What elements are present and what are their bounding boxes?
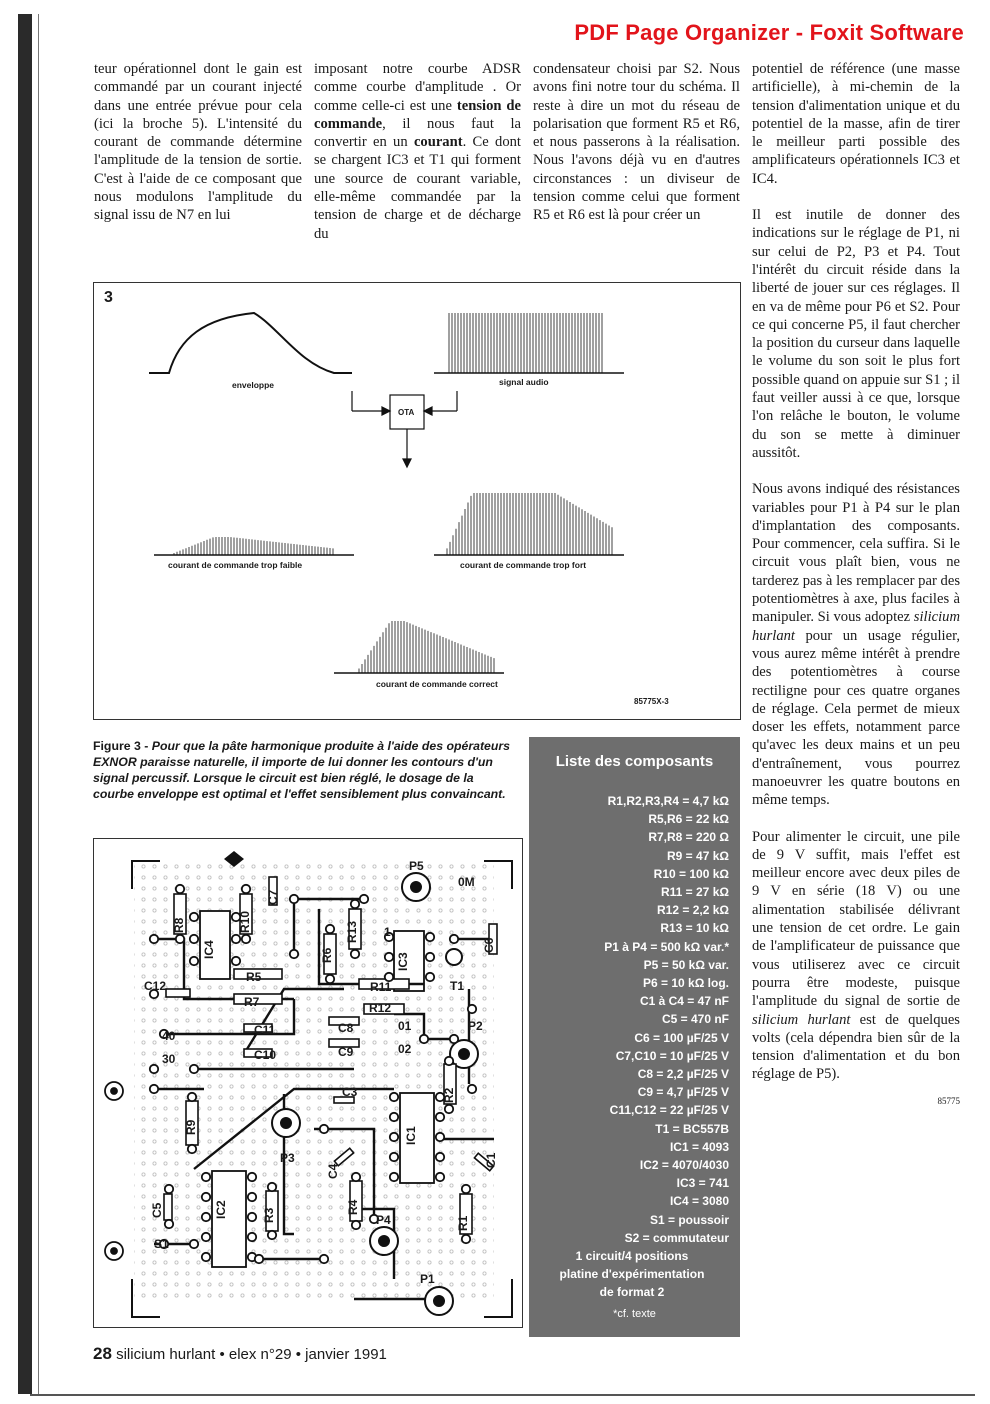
solder-pad (165, 1220, 173, 1228)
italic-run: silicium hurlant (752, 609, 960, 644)
paragraph: teur opérationnel dont le gain est commandé par un courant injecté dans une entrée prévue pour cela (ici la broche 5). L'intensité du courant de commande détermine l'amplitude de la tension de sortie. C'est à l'aide de ce composant que nous modulons l'amplitude du signal issu de N7 en lui (94, 61, 302, 224)
figure-3-drawing (94, 283, 740, 719)
pcb-drawing (94, 839, 522, 1327)
solder-pad (436, 1153, 444, 1161)
article-reference: 85775 (937, 1095, 960, 1106)
solder-pad (385, 953, 393, 961)
solder-pad (248, 1173, 256, 1181)
solder-pad (390, 1113, 398, 1121)
parts-list-line: C5 = 470 nF (661, 1012, 729, 1027)
pcb-label: R12 (369, 1001, 392, 1015)
solder-pad (268, 1231, 276, 1239)
text-run: . Ce dont se chargent IC3 et T1 qui forment une source de courant variable, elle-même commandée par la tension de charge et de décharge du (314, 134, 521, 242)
solder-pad (242, 935, 250, 943)
ota-connections (352, 391, 457, 467)
parts-list-line: IC4 = 3080 (669, 1194, 729, 1209)
pcb-label: R1 (456, 1215, 470, 1231)
parts-list-line: C8 = 2,2 µF/25 V (637, 1067, 729, 1082)
solder-pad (420, 1035, 428, 1043)
pcb-label: C3 (342, 1085, 358, 1099)
pcb-label: S1 (154, 1237, 169, 1251)
pcb-layout (93, 838, 523, 1328)
weak-current-signal (174, 537, 333, 555)
pcb-label: P1 (420, 1272, 435, 1286)
pcb-label: R6 (320, 947, 334, 963)
pcb-label: C6 (482, 937, 496, 953)
pcb-label: R2 (442, 1087, 456, 1103)
pcb-label: R11 (370, 980, 392, 994)
parts-list-lines (535, 792, 729, 1302)
pcb-label: 30 (162, 1052, 176, 1066)
label-ota: OTA (398, 408, 415, 417)
bold-run: tension de commande (314, 97, 522, 132)
pcb-label: R8 (172, 917, 186, 933)
parts-list-line: 1 circuit/4 positions (575, 1249, 689, 1264)
parts-list-line: R10 = 100 kΩ (653, 866, 729, 881)
solder-pad (426, 973, 434, 981)
bottom-rule (30, 1394, 975, 1396)
pcb-label: P3 (280, 1151, 295, 1165)
pcb-label: C4 (326, 1163, 340, 1179)
parts-list-note: *cf. texte (613, 1308, 656, 1320)
paragraph (752, 828, 960, 1084)
scan-edge-line (38, 14, 39, 1394)
solder-pad (268, 1183, 276, 1191)
solder-pad (248, 1193, 256, 1201)
italic-run: silicium hurlant (752, 1011, 851, 1028)
text-run: Pour alimenter le circuit, une pile de 9 V suffit, mais l'effet est meilleur encore avec deux piles de 9 V en série (18 V) ou une alimentation stabilisée délivrant une tension de cet ordre. Le gain de l'amplificateur de puissance que vous utiliserez avec ce circuit pourra être modeste, puisque l'amplitude du signal de sortie de (752, 828, 960, 1010)
solder-pad (352, 1173, 360, 1181)
caption-text: Pour que la pâte harmonique produite à l'aide des opérateurs EXNOR paraisse naturelle, il importe de lui donner les contours d'un signal percussif. Lorsque le circuit est bien réglé, le dosage de la courbe enveloppe est optimal et l'effet sensiblement plus convaincant. (93, 739, 511, 801)
pcb-label: 02 (398, 1042, 412, 1056)
solder-pad (436, 1173, 444, 1181)
solder-pad (351, 950, 359, 958)
audio-signal-bars (449, 313, 602, 373)
parts-list-line: C11,C12 = 22 µF/25 V (609, 1103, 729, 1118)
solder-pad (190, 913, 198, 921)
text-column-2 (314, 60, 521, 261)
solder-pad (188, 1093, 196, 1101)
solder-pad (390, 1133, 398, 1141)
caption-label: Figure 3 - (93, 739, 152, 753)
pcb-label: C5 (150, 1202, 164, 1218)
parts-list-line: R11 = 27 kΩ (660, 885, 729, 900)
solder-pad (150, 1085, 158, 1093)
text-run: imposant notre courbe ADSR comme courbe d'amplitude . Or comme celle-ci est une (314, 61, 521, 114)
parts-list-line: de format 2 (599, 1285, 665, 1300)
figure-3 (93, 282, 741, 720)
solder-pad (360, 895, 368, 903)
pcb-label: 0M (458, 875, 475, 889)
label-weak-current: courant de commande trop faible (168, 560, 303, 570)
solder-pad (248, 1213, 256, 1221)
connectors (105, 1082, 123, 1260)
text-column-4 (752, 60, 960, 1110)
solder-pad (150, 935, 158, 943)
paragraph (314, 60, 521, 243)
figure-code: 85775X-3 (634, 697, 669, 706)
solder-pad (188, 1145, 196, 1153)
pcb-label: 40 (162, 1029, 176, 1043)
parts-list-title: Liste des composants (555, 753, 714, 770)
solder-pad (290, 895, 298, 903)
solder-pad (202, 1173, 210, 1181)
pcb-label: R4 (346, 1199, 360, 1215)
parts-list-line: IC2 = 4070/4030 (639, 1158, 729, 1173)
solder-pad (450, 1035, 458, 1043)
pcb-label: C8 (338, 1021, 354, 1035)
solder-pad (450, 935, 458, 943)
parts-list-line: R12 = 2,2 kΩ (657, 903, 729, 918)
parts-list-line: C7,C10 = 10 µF/25 V (615, 1048, 729, 1063)
solder-pad (242, 885, 250, 893)
text-run: pour un usage régulier, vous aurez même intérêt à prendre des potentiomètres à course rectiligne pour ces quatre organes de réglage. Cela permet de mieux doser les effets, notamment parce qu'avec les deux mains et un peu d'entraînement, vous pourrez manoeuvrer les quatre boutons en même temps. (752, 627, 960, 809)
solder-pad (436, 1113, 444, 1121)
parts-list-line: P5 = 50 kΩ var. (643, 957, 729, 972)
figure-caption (93, 738, 513, 802)
solder-pad (445, 1057, 453, 1065)
solder-pad (462, 1185, 470, 1193)
pcb-label: R5 (246, 970, 262, 984)
pcb-label: IC4 (202, 940, 216, 959)
solder-pad (390, 1173, 398, 1181)
solder-pad (390, 1093, 398, 1101)
solder-pad (165, 1185, 173, 1193)
pcb-label: 1 (384, 925, 391, 939)
pcb-label: R9 (184, 1119, 198, 1135)
solder-pad (326, 975, 334, 983)
parts-list-line: platine d'expérimentation (559, 1267, 705, 1282)
solder-pad (202, 1253, 210, 1261)
label-envelope: enveloppe (232, 380, 275, 390)
solder-pad (436, 1133, 444, 1141)
bold-run: courant (413, 134, 463, 151)
parts-list-line: S2 = commutateur (624, 1230, 729, 1245)
solder-pad (232, 957, 240, 965)
pcb-label: C9 (338, 1045, 354, 1059)
text-run: Nous avons indiqué des résistances variables pour P1 à P4 sur le plan d'implantation des composants. Pour commencer, cela suffira. Si le circuit vous plaît bien, vous ne tarderez pas à les remplacer par des potentiomètres à axe, plus faciles à manipuler. Si vous adoptez (752, 481, 960, 626)
text-run: est de quelques volts (cela dépendra bien sûr de la tension d'alimentation et du bon réglage de P5). (752, 1011, 960, 1083)
page-number: 28 (93, 1344, 112, 1363)
page-footer (93, 1344, 387, 1364)
figure-number: 3 (104, 289, 113, 306)
pcb-label: IC3 (396, 952, 410, 971)
parts-list-line: T1 = BC557B (655, 1121, 729, 1136)
solder-pad (248, 1233, 256, 1241)
text-column-3 (533, 60, 740, 243)
solder-pad (190, 957, 198, 965)
solder-pad (320, 1125, 328, 1133)
parts-list-line: IC3 = 741 (676, 1176, 729, 1191)
solder-pad (202, 1193, 210, 1201)
pcb-label: R7 (244, 995, 260, 1009)
pcb-label: T1 (450, 979, 465, 993)
pcb-label: C7 (266, 889, 280, 905)
pcb-label: 01 (398, 1019, 412, 1033)
solder-pad (426, 933, 434, 941)
solder-pad (290, 950, 298, 958)
pcb-label: C12 (144, 979, 167, 993)
solder-pad (468, 1005, 476, 1013)
parts-list-line: R5,R6 = 22 kΩ (648, 812, 729, 827)
solder-pad (462, 1235, 470, 1243)
solder-pad (326, 925, 334, 933)
text-column-1 (94, 60, 302, 243)
label-correct-current: courant de commande correct (376, 679, 498, 689)
label-audio-signal: signal audio (499, 377, 549, 387)
foxit-watermark: PDF Page Organizer - Foxit Software (574, 20, 964, 45)
pcb-label: P5 (409, 859, 424, 873)
solder-pad (190, 935, 198, 943)
pcb-label: P2 (468, 1019, 483, 1033)
parts-list-line: R9 = 47 kΩ (667, 848, 729, 863)
paragraph (752, 480, 960, 809)
solder-pad (176, 935, 184, 943)
parts-list-line: R7,R8 = 220 Ω (648, 830, 729, 845)
solder-pad (426, 953, 434, 961)
parts-list-line: P6 = 10 kΩ log. (643, 976, 729, 991)
envelope-curve (149, 313, 352, 373)
paragraph: potentiel de référence (une masse artificielle), à mi-chemin de la tension d'alimentation unique et du potentiel de la masse, afin de tirer le meilleur parti possible des amplificateurs opérationnels IC3 et IC4. (752, 61, 960, 187)
parts-list-line: IC1 = 4093 (669, 1139, 729, 1154)
solder-pad (232, 935, 240, 943)
solder-pad (352, 1221, 360, 1229)
parts-list-line: C9 = 4,7 µF/25 V (637, 1085, 729, 1100)
footer-text: silicium hurlant • elex n°29 • janvier 1991 (111, 1346, 387, 1363)
pcb-label: C11 (254, 1023, 276, 1037)
parts-list-line: C6 = 100 µF/25 V (634, 1030, 729, 1045)
paragraph: Il est inutile de donner des indications sur le réglage de P1, ni sur celui de P2, P3 et P4. Tout l'intérêt du circuit réside dans la liberté de jouer sur ces réglages. Il en va de même pour P6 et S2. Pour ce qui concerne P5, il faut chercher la position du curseur dans laquelle le volume du son soit le plus fort possible quand on appuie sur S1 ; il faut veiller aussi à ce que, lorsque l'on relâche le bouton, le volume du son se mette à diminuer aussitôt. (752, 207, 960, 461)
parts-list-line: C1 à C4 = 47 nF (639, 994, 729, 1009)
pcb-label: IC1 (404, 1126, 418, 1145)
strong-current-signal (444, 493, 612, 555)
parts-list-line: R13 = 10 kΩ (660, 921, 729, 936)
solder-pad (190, 1240, 198, 1248)
scan-edge-bar (18, 14, 32, 1394)
label-strong-current: courant de commande trop fort (460, 560, 587, 570)
pcb-label: R3 (262, 1207, 276, 1223)
parts-list-panel (529, 737, 740, 1337)
solder-pad (468, 1085, 476, 1093)
parts-list-line: R1,R2,R3,R4 = 4,7 kΩ (607, 794, 729, 808)
paragraph: condensateur choisi par S2. Nous avons fini notre tour du schéma. Il reste à dire un mot du réseau de polarisation que forment R5 et R6, et nous passerons à la réalisation. Nous l'avons déjà vu en d'autres circonstances : un diviseur de tension comme celui que forment R5 et R6 est là pour créer un (533, 61, 740, 224)
correct-current-signal (356, 621, 494, 673)
solder-pad (255, 1255, 263, 1263)
solder-pad (190, 1065, 198, 1073)
solder-pad (202, 1233, 210, 1241)
solder-pad (390, 1153, 398, 1161)
text-run: , il nous faut la convertir en un (314, 115, 521, 151)
solder-pad (176, 885, 184, 893)
parts-list-line: S1 = poussoir (649, 1212, 729, 1227)
pcb-label: P4 (376, 1213, 391, 1227)
solder-pad (351, 900, 359, 908)
pcb-label: C1 (484, 1152, 498, 1168)
pcb-label: IC2 (214, 1200, 228, 1219)
solder-pad (445, 1105, 453, 1113)
solder-pad (320, 1255, 328, 1263)
solder-pad (150, 1065, 158, 1073)
pcb-label: C10 (254, 1048, 277, 1062)
pcb-label: R10 (238, 910, 252, 933)
pcb-label: R13 (345, 920, 359, 943)
solder-pad (202, 1213, 210, 1221)
parts-list-line: P1 à P4 = 500 kΩ var.* (604, 939, 729, 954)
